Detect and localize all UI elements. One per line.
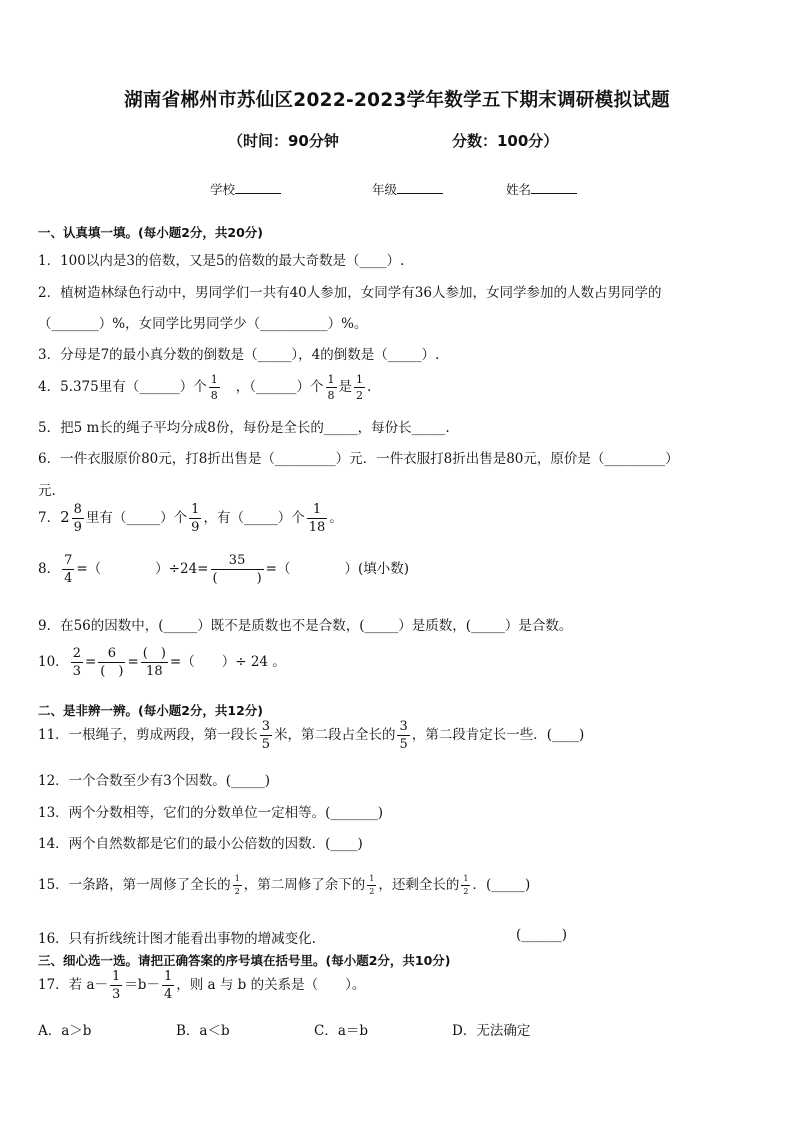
fraction: $\frac{1}{3}$: [112, 969, 121, 1002]
question-16-answer-blank: (______): [516, 927, 568, 943]
grade-field: [372, 180, 443, 198]
fraction: $\frac{1}{2}$: [356, 373, 363, 402]
exam-time: （时间：90分钟: [228, 132, 339, 150]
question-14: 14．两个自然数都是它们的最小公倍数的因数．(____): [38, 836, 363, 852]
fraction: $\frac{8}{9}$: [73, 502, 82, 535]
section-heading-1: 一、认真填一填。(每小题2分，共20分): [38, 225, 264, 240]
name-field: [506, 180, 577, 198]
question-4: 4．5.375里有（______）个 $\frac{1}{8}$ ，（______）个 $\frac{1}{8}$ 是 $\frac{1}{2}$ .: [38, 373, 372, 402]
question-7: 7．2 $\frac{8}{9}$ 里有（_____）个 $\frac{1}{9}$ ，有（_____）个 $\frac{1}{18}$ 。: [38, 502, 343, 535]
option-b: B．a＜b: [176, 1023, 230, 1039]
option-d: D．无法确定: [452, 1023, 531, 1039]
option-c: C．a＝b: [314, 1023, 369, 1039]
question-2-line-2: （_______）%，女同学比男同学少（__________）%。: [38, 316, 368, 332]
question-16: 16．只有折线统计图才能看出事物的增减变化.: [38, 931, 316, 947]
question-9: 9．在56的因数中，(_____）既不是质数也不是合数，(_____）是质数，(_____）是合数。: [38, 618, 573, 634]
question-1: 1．100以内是3的倍数，又是5的倍数的最大奇数是（____）.: [38, 253, 405, 269]
question-15: 15．一条路，第一周修了全长的 $\frac{1}{2}$ ，第二周修了余下的 $\frac{1}{2}$ ，还剩全长的 $\frac{1}{2}$ ．(_____): [38, 874, 531, 896]
fraction: $\frac{1}{18}$: [308, 502, 326, 535]
fraction: $\frac{3}{5}$: [399, 719, 408, 752]
grade-blank: [397, 181, 443, 194]
school-label: 学校: [210, 182, 236, 197]
question-8: 8． $\frac{7}{4}$ =（ ）÷24= $\frac{35}{( )}$ =（ ）(填小数): [38, 553, 410, 586]
fraction: $\frac{1}{4}$: [163, 969, 173, 1002]
name-blank: [531, 181, 577, 194]
question-11: 11．一根绳子，剪成两段，第一段长 $\frac{3}{5}$ 米，第二段占全长的 $\frac{3}{5}$ ，第二段肯定长一些．(____): [38, 719, 585, 752]
fraction: $\frac{2}{3}$: [72, 646, 81, 679]
fraction: $\frac{1}{2}$: [463, 874, 469, 896]
fraction: $\frac{1}{8}$: [210, 373, 218, 402]
question-2-line-1: 2．植树造林绿色行动中，男同学们一共有40人参加，女同学有36人参加，女同学参加的人数占男同学的: [38, 285, 662, 301]
question-17: 17．若 a－ $\frac{1}{3}$ ＝b－ $\frac{1}{4}$ ，则 a 与 b 的关系是（ ）。: [38, 969, 366, 1002]
question-6-line-2: 元.: [38, 483, 56, 499]
section-heading-3: 三、细心选一选。请把正确答案的序号填在括号里。(每小题2分，共10分): [38, 953, 451, 968]
fraction: $\frac{1}{8}$: [327, 373, 335, 402]
question-6-line-1: 6．一件衣服原价80元，打8折出售是（_________）元．一件衣服打8折出售是80元，原价是（_________）: [38, 451, 679, 467]
fraction: $\frac{7}{4}$: [64, 553, 73, 586]
question-12: 12．一个合数至少有3个因数。(_____): [38, 773, 271, 789]
fraction: $\frac{1}{9}$: [191, 502, 200, 535]
question-5: 5．把5 m长的绳子平均分成8份，每份是全长的_____，每份长_____.: [38, 420, 450, 436]
grade-label: 年级: [372, 182, 398, 197]
fraction: $\frac{3}{5}$: [261, 719, 270, 752]
fraction: $\frac{1}{2}$: [234, 874, 240, 896]
fraction: $\frac{1}{2}$: [369, 874, 375, 896]
exam-score: 分数：100分）: [452, 132, 559, 150]
fraction: $\frac{35}{( )}$: [212, 553, 262, 586]
section-heading-2: 二、是非辨一辨。(每小题2分，共12分): [38, 703, 264, 718]
fraction: $\frac{( )}{18}$: [142, 646, 166, 679]
page-title: 湖南省郴州市苏仙区2022-2023学年数学五下期末调研模拟试题: [124, 90, 670, 111]
school-blank: [235, 181, 281, 194]
question-13: 13．两个分数相等，它们的分数单位一定相等。(_______): [38, 805, 383, 821]
question-3: 3．分母是7的最小真分数的倒数是（_____），4的倒数是（_____）.: [38, 347, 440, 363]
name-label: 姓名: [506, 182, 532, 197]
school-field: [210, 180, 281, 198]
option-a: A．a＞b: [38, 1023, 92, 1039]
fraction: $\frac{6}{( )}$: [100, 646, 124, 679]
question-10: 10． $\frac{2}{3}$ = $\frac{6}{( )}$ = $\frac{( )}{18}$ =（ ）÷ 24 。: [38, 646, 286, 679]
